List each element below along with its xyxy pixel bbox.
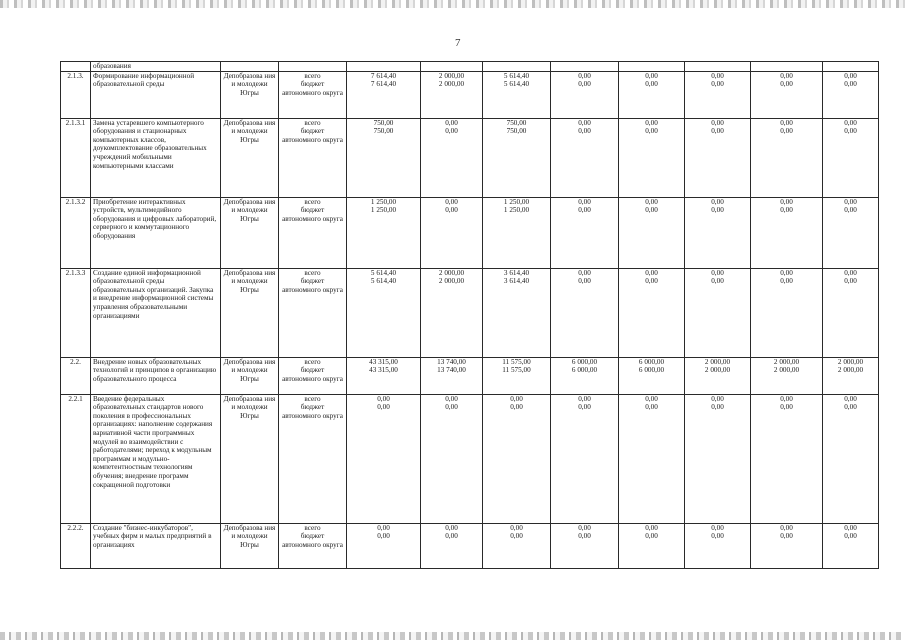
amount-cell xyxy=(421,71,483,118)
executor-cell xyxy=(221,197,279,268)
amount-cell xyxy=(685,118,751,197)
amount-value: 0,00 xyxy=(780,80,793,89)
amount-value: 0,00 xyxy=(510,532,523,541)
amount-cell xyxy=(483,268,551,357)
amount-value: 0,00 xyxy=(445,197,458,206)
amount-cell xyxy=(551,118,619,197)
amount-cell xyxy=(685,523,751,568)
amount-value: 0,00 xyxy=(844,532,857,541)
amount-value: 43 315,00 xyxy=(369,357,398,366)
amount-value: 6 000,00 xyxy=(638,366,665,375)
amount-value: 0,00 xyxy=(844,268,857,277)
source-cell xyxy=(279,394,347,523)
amount-value: 0,00 xyxy=(711,118,724,127)
executor-cell-text: Депобразова ния и молодежи Югры xyxy=(223,357,276,383)
amount-value: 0,00 xyxy=(445,403,458,412)
amount-cell xyxy=(551,71,619,118)
code-cell xyxy=(61,62,91,72)
amount-value: 3 614,40 xyxy=(503,268,530,277)
amount-value: 0,00 xyxy=(645,532,658,541)
amount-value: 6 000,00 xyxy=(638,357,665,366)
amount-value: 0,00 xyxy=(844,394,857,403)
amount-cell xyxy=(421,268,483,357)
amount-value: 0,00 xyxy=(844,71,857,80)
amount-value: 2 000,00 xyxy=(773,357,800,366)
amount-cell xyxy=(551,197,619,268)
amount-value: 0,00 xyxy=(578,80,591,89)
amount-value: 0,00 xyxy=(578,277,591,286)
amount-cell xyxy=(619,71,685,118)
amount-cell xyxy=(751,71,823,118)
amount-value: 0,00 xyxy=(445,394,458,403)
amount-cell xyxy=(823,357,879,394)
amount-value: 750,00 xyxy=(373,127,394,136)
amount-value: 5 614,40 xyxy=(503,71,530,80)
amount-value: 5 614,40 xyxy=(370,268,397,277)
amount-cell xyxy=(751,394,823,523)
description-cell xyxy=(91,62,221,72)
amount-value: 0,00 xyxy=(780,127,793,136)
amount-value: 11 575,00 xyxy=(502,366,531,375)
amount-value: 0,00 xyxy=(711,127,724,136)
code-cell xyxy=(61,118,91,197)
amount-value: 0,00 xyxy=(645,394,658,403)
code-cell-text: 2.1.3.3 xyxy=(65,268,86,277)
amount-value: 0,00 xyxy=(780,532,793,541)
amount-value: 0,00 xyxy=(711,206,724,215)
amount-cell xyxy=(619,268,685,357)
amount-value: 13 740,00 xyxy=(437,366,466,375)
amount-cell xyxy=(347,118,421,197)
code-cell xyxy=(61,357,91,394)
amount-cell xyxy=(483,197,551,268)
code-cell-text: 2.2.1 xyxy=(68,394,83,403)
code-cell-text: 2.2. xyxy=(70,357,81,366)
amount-value: 0,00 xyxy=(645,268,658,277)
code-cell xyxy=(61,268,91,357)
funding-source-text: всего xyxy=(304,197,321,206)
description-cell xyxy=(91,357,221,394)
amount-value: 43 315,00 xyxy=(369,366,398,375)
scan-edge-bottom xyxy=(0,632,905,640)
source-cell xyxy=(279,197,347,268)
amount-value: 750,00 xyxy=(373,118,394,127)
executor-cell xyxy=(221,523,279,568)
funding-source-text: бюджет автономного округа xyxy=(282,532,343,549)
amount-value: 0,00 xyxy=(578,127,591,136)
funding-source-text: бюджет автономного округа xyxy=(282,80,343,97)
amount-value: 6 000,00 xyxy=(571,366,598,375)
amount-cell xyxy=(483,523,551,568)
amount-value: 0,00 xyxy=(844,197,857,206)
amount-value: 750,00 xyxy=(506,118,527,127)
amount-value: 0,00 xyxy=(780,206,793,215)
amount-value: 0,00 xyxy=(780,197,793,206)
amount-value: 2 000,00 xyxy=(704,357,731,366)
amount-value: 0,00 xyxy=(711,268,724,277)
executor-cell xyxy=(221,71,279,118)
amount-cell xyxy=(751,197,823,268)
amount-value: 0,00 xyxy=(711,394,724,403)
amount-value: 0,00 xyxy=(780,268,793,277)
amount-cell xyxy=(483,71,551,118)
executor-cell-text: Депобразова ния и молодежи Югры xyxy=(223,197,276,223)
description-cell-text: Создание "бизнес-инкубаторов", учебных фирм и малых предприятий в организациях xyxy=(93,523,212,549)
amount-value: 0,00 xyxy=(780,118,793,127)
amount-value: 750,00 xyxy=(506,127,527,136)
amount-cell xyxy=(551,357,619,394)
source-cell xyxy=(279,523,347,568)
source-cell xyxy=(279,118,347,197)
amount-value: 0,00 xyxy=(711,523,724,532)
amount-cell xyxy=(347,71,421,118)
amount-value: 0,00 xyxy=(377,532,390,541)
amount-value: 7 614,40 xyxy=(370,71,397,80)
amount-value: 0,00 xyxy=(645,80,658,89)
funding-source-text: бюджет автономного округа xyxy=(282,366,343,383)
description-text: образования xyxy=(93,62,131,70)
amount-value: 0,00 xyxy=(711,277,724,286)
amount-value: 1 250,00 xyxy=(503,197,530,206)
executor-cell xyxy=(221,118,279,197)
amount-value: 2 000,00 xyxy=(837,366,864,375)
description-cell-text: Приобретение интерактивных устройств, мультимедийного оборудования и цифровых лабораторий, серверного и коммутационного оборудования xyxy=(93,197,217,240)
amount-value: 0,00 xyxy=(578,394,591,403)
amount-cell xyxy=(751,523,823,568)
amount-value: 0,00 xyxy=(844,277,857,286)
amount-cell xyxy=(551,523,619,568)
amount-cell xyxy=(751,357,823,394)
amount-cell xyxy=(483,394,551,523)
amount-value: 0,00 xyxy=(645,71,658,80)
table-body xyxy=(61,62,879,569)
amount-value: 13 740,00 xyxy=(437,357,466,366)
amount-cell xyxy=(823,268,879,357)
executor-cell xyxy=(221,357,279,394)
executor-cell-text: Депобразова ния и молодежи Югры xyxy=(223,118,276,144)
table-row xyxy=(61,71,879,118)
amount-value: 0,00 xyxy=(645,206,658,215)
executor-cell-text: Депобразова ния и молодежи Югры xyxy=(223,71,276,97)
amount-value: 0,00 xyxy=(578,197,591,206)
description-cell xyxy=(91,71,221,118)
amount-value: 0,00 xyxy=(578,532,591,541)
amount-value: 1 250,00 xyxy=(370,206,397,215)
amount-value: 0,00 xyxy=(711,71,724,80)
amount-value: 0,00 xyxy=(510,523,523,532)
amount-value: 2 000,00 xyxy=(837,357,864,366)
amount-value: 2 000,00 xyxy=(438,80,465,89)
funding-source-text: бюджет автономного округа xyxy=(282,127,343,144)
amount-value: 0,00 xyxy=(645,523,658,532)
code-cell xyxy=(61,71,91,118)
amount-value: 0,00 xyxy=(844,80,857,89)
amount-value: 0,00 xyxy=(445,206,458,215)
funding-source-text: всего xyxy=(304,268,321,277)
amount-value: 0,00 xyxy=(645,118,658,127)
executor-cell-text: Депобразова ния и молодежи Югры xyxy=(223,394,276,420)
code-cell xyxy=(61,523,91,568)
amount-value: 0,00 xyxy=(445,118,458,127)
amount-value: 0,00 xyxy=(780,277,793,286)
amount-cell xyxy=(685,357,751,394)
amount-value: 0,00 xyxy=(377,523,390,532)
description-cell xyxy=(91,268,221,357)
amount-value: 0,00 xyxy=(780,403,793,412)
amount-value: 0,00 xyxy=(711,80,724,89)
amount-value: 0,00 xyxy=(645,197,658,206)
code-cell-text: 2.2.2. xyxy=(67,523,84,532)
description-cell xyxy=(91,197,221,268)
description-cell-text: Внедрение новых образовательных технологий и принципов в организацию образовательного процесса xyxy=(93,357,217,383)
amount-value: 2 000,00 xyxy=(773,366,800,375)
amount-value: 1 250,00 xyxy=(503,206,530,215)
amount-value: 0,00 xyxy=(645,127,658,136)
amount-value: 0,00 xyxy=(578,206,591,215)
amount-value: 6 000,00 xyxy=(571,357,598,366)
table-row xyxy=(61,118,879,197)
amount-cell xyxy=(347,268,421,357)
source-cell xyxy=(279,71,347,118)
funding-source-text: бюджет автономного округа xyxy=(282,206,343,223)
funding-source-text: бюджет автономного округа xyxy=(282,403,343,420)
table-row xyxy=(61,268,879,357)
table-row xyxy=(61,357,879,394)
amount-cell xyxy=(685,394,751,523)
funding-source-text: всего xyxy=(304,357,321,366)
funding-source-text: всего xyxy=(304,523,321,532)
amount-value: 0,00 xyxy=(645,403,658,412)
amount-cell xyxy=(421,523,483,568)
amount-value: 0,00 xyxy=(844,127,857,136)
amount-value: 0,00 xyxy=(578,268,591,277)
amount-value: 0,00 xyxy=(844,403,857,412)
amount-value: 0,00 xyxy=(445,532,458,541)
amount-value: 0,00 xyxy=(844,523,857,532)
executor-cell xyxy=(221,394,279,523)
description-cell xyxy=(91,394,221,523)
amount-value: 0,00 xyxy=(780,71,793,80)
amount-value: 0,00 xyxy=(780,523,793,532)
description-cell-text: Введение федеральных образовательных стандартов нового поколения в профессиональных организациях: наполнение содержания вариативной части программных модулей во взаимодействии с работодателями; переход к модульным программам и модульно-компетентностным технологиям обучения; внедрение программ сокращенной подготовки xyxy=(93,394,213,489)
amount-cell xyxy=(347,197,421,268)
code-cell xyxy=(61,394,91,523)
source-cell xyxy=(279,357,347,394)
amount-cell xyxy=(619,118,685,197)
amount-value: 5 614,40 xyxy=(503,80,530,89)
amount-value: 0,00 xyxy=(645,277,658,286)
amount-value: 0,00 xyxy=(578,403,591,412)
amount-value: 0,00 xyxy=(711,197,724,206)
amount-value: 0,00 xyxy=(510,403,523,412)
amount-cell xyxy=(347,523,421,568)
amount-cell xyxy=(685,268,751,357)
amount-cell xyxy=(823,118,879,197)
amount-cell xyxy=(619,523,685,568)
amount-cell xyxy=(823,71,879,118)
amount-value: 1 250,00 xyxy=(370,197,397,206)
amount-value: 2 000,00 xyxy=(438,277,465,286)
code-cell-text: 2.1.3.1 xyxy=(65,118,86,127)
description-cell-text: Замена устаревшего компьютерного оборудования и стационарных компьютерных классов, доукомплектование образовательных учреждений мобильными компьютерными классами xyxy=(93,118,207,170)
amount-cell xyxy=(421,357,483,394)
executor-cell-text: Депобразова ния и молодежи Югры xyxy=(223,268,276,294)
amount-value: 0,00 xyxy=(510,394,523,403)
code-cell-text: 2.1.3. xyxy=(67,71,84,80)
funding-source-text: всего xyxy=(304,118,321,127)
amount-cell xyxy=(751,118,823,197)
code-cell xyxy=(61,197,91,268)
amount-cell xyxy=(483,357,551,394)
amount-value: 5 614,40 xyxy=(370,277,397,286)
amount-value: 0,00 xyxy=(445,127,458,136)
amount-value: 0,00 xyxy=(578,118,591,127)
amount-cell xyxy=(347,357,421,394)
description-cell-text: Создание единой информационной образовательной среды образовательных организаций. Закупка и внедрение информационной системы управления образовательными организациями xyxy=(93,268,214,320)
amount-cell xyxy=(823,197,879,268)
amount-cell xyxy=(751,268,823,357)
funding-source-text: бюджет автономного округа xyxy=(282,277,343,294)
amount-cell xyxy=(823,394,879,523)
amount-value: 0,00 xyxy=(844,118,857,127)
description-cell xyxy=(91,523,221,568)
amount-value: 2 000,00 xyxy=(438,71,465,80)
amount-cell xyxy=(421,394,483,523)
amount-value: 3 614,40 xyxy=(503,277,530,286)
description-cell-text: Формирование информационной образовательной среды xyxy=(93,71,195,89)
code-cell-text: 2.1.3.2 xyxy=(65,197,86,206)
table-row xyxy=(61,523,879,568)
executor-cell-text: Депобразова ния и молодежи Югры xyxy=(223,523,276,549)
table-row xyxy=(61,394,879,523)
amount-value: 0,00 xyxy=(844,206,857,215)
amount-value: 0,00 xyxy=(578,71,591,80)
amount-value: 7 614,40 xyxy=(370,80,397,89)
amount-cell xyxy=(347,394,421,523)
funding-source-text: всего xyxy=(304,71,321,80)
amount-value: 0,00 xyxy=(445,523,458,532)
amount-value: 2 000,00 xyxy=(704,366,731,375)
amount-cell xyxy=(551,268,619,357)
table-row-continuation xyxy=(61,62,879,72)
amount-value: 0,00 xyxy=(711,532,724,541)
executor-cell xyxy=(221,268,279,357)
amount-value: 0,00 xyxy=(377,403,390,412)
amount-value: 11 575,00 xyxy=(502,357,531,366)
amount-cell xyxy=(685,197,751,268)
amount-cell xyxy=(619,357,685,394)
amount-value: 0,00 xyxy=(711,403,724,412)
description-cell xyxy=(91,118,221,197)
funding-source-text: всего xyxy=(304,394,321,403)
amount-cell xyxy=(551,394,619,523)
amount-cell xyxy=(823,523,879,568)
page-number: 7 xyxy=(455,37,461,49)
amount-value: 2 000,00 xyxy=(438,268,465,277)
budget-table xyxy=(60,61,879,569)
amount-cell xyxy=(619,197,685,268)
amount-cell xyxy=(483,118,551,197)
source-cell xyxy=(279,268,347,357)
scan-edge-top xyxy=(0,0,905,8)
amount-cell xyxy=(685,71,751,118)
amount-value: 0,00 xyxy=(578,523,591,532)
amount-cell xyxy=(421,118,483,197)
amount-value: 0,00 xyxy=(377,394,390,403)
amount-cell xyxy=(619,394,685,523)
table-row xyxy=(61,197,879,268)
amount-cell xyxy=(421,197,483,268)
amount-value: 0,00 xyxy=(780,394,793,403)
